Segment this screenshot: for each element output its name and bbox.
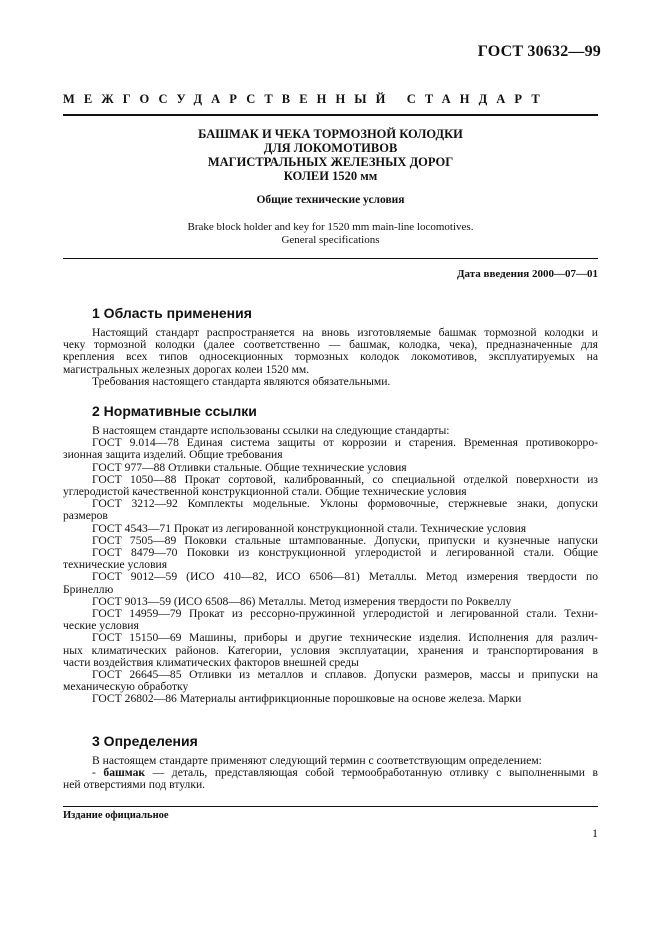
standard-type-banner: МЕЖГОСУДАРСТВЕННЫЙ СТАНДАРТ bbox=[63, 92, 549, 106]
text-line: ГОСТ 26645—85 Отливки из металлов и сплавов. Допуски размеров, массы и припуски на bbox=[92, 668, 598, 682]
document-subtitle: Общие технические условия bbox=[256, 194, 405, 206]
section-heading-scope: 1 Область применения bbox=[92, 305, 252, 321]
page-number: 1 bbox=[592, 826, 598, 840]
definition-line: - башмак — деталь, представляющая собой термообработанную отливку с выполненными в bbox=[92, 766, 598, 780]
text-line: Настоящий стандарт распространяется на вновь изготовляемые башмак тормозной колодки и bbox=[92, 326, 598, 339]
text-line: ГОСТ 26802—86 Материалы антифрикционные порошковые на основе железа. Марки bbox=[92, 692, 522, 706]
text-line: ГОСТ 1050—88 Прокат сортовой, калиброванный, со специальной отделкой поверхности из bbox=[92, 472, 598, 486]
text-line: ГОСТ 9013—59 (ИСО 6508—86) Металлы. Метод измерения твердости по Роквеллу bbox=[92, 594, 512, 608]
text-line: ГОСТ 7505—89 Поковки стальные штампованные. Допуски, припуски и кузнечные напуски bbox=[92, 533, 598, 547]
text-line: Требования настоящего стандарта являются обязательными. bbox=[92, 374, 391, 388]
document-title bbox=[63, 127, 598, 183]
text-line: ГОСТ 9.014—78 Единая система защиты от коррозии и старения. Временная противокорро- bbox=[92, 436, 598, 450]
text-line: Бринеллю bbox=[63, 582, 114, 596]
text-line: технические условия bbox=[63, 558, 168, 572]
text-line: ГОСТ 9012—59 (ИСО 410—82, ИСО 6506—81) Металлы. Метод измерения твердости по bbox=[92, 570, 598, 584]
edition-label: Издание официальное bbox=[63, 810, 169, 821]
section-heading-definitions: 3 Определения bbox=[92, 733, 198, 749]
text-line: ческие условия bbox=[63, 619, 139, 633]
text-line: ГОСТ 3212—92 Комплекты модельные. Уклоны формовочные, стержневые знаки, допуски bbox=[92, 497, 598, 511]
footer-divider bbox=[63, 806, 598, 807]
text-line: магистральных железных дорогах колеи 1520 мм. bbox=[63, 362, 310, 376]
header-divider bbox=[63, 114, 598, 116]
text-line: размеров bbox=[63, 509, 108, 523]
defined-term: башмак bbox=[103, 766, 146, 780]
title-line: КОЛЕИ 1520 мм bbox=[283, 169, 378, 183]
text-line: ГОСТ 15150—69 Машины, приборы и другие технические изделия. Исполнения для различ- bbox=[92, 631, 598, 645]
text-line: ГОСТ 14959—79 Прокат из рессорно-пружинной углеродистой и легированной стали. Техни- bbox=[92, 607, 598, 621]
text-line: зионная защита изделий. Общие требования bbox=[63, 448, 283, 462]
text-line: ГОСТ 977—88 Отливки стальные. Общие технические условия bbox=[92, 460, 407, 474]
text-line: ГОСТ 8479—70 Поковки из конструкционной углеродистой и легированной стали. Общие bbox=[92, 546, 598, 560]
english-title-line: Brake block holder and key for 1520 mm main-line locomotives. bbox=[187, 221, 474, 233]
english-title bbox=[63, 221, 598, 246]
title-line: БАШМАК И ЧЕКА ТОРМОЗНОЙ КОЛОДКИ bbox=[198, 127, 463, 141]
section-body-scope bbox=[63, 327, 598, 388]
introduction-date: Дата введения 2000—07—01 bbox=[456, 268, 598, 280]
english-title-line: General specifications bbox=[281, 233, 380, 246]
text-line: чеку тормозной колодки (далее соответственно — башмак, колодка, чека), предназначенные для bbox=[63, 338, 598, 352]
text-line: части воздействия климатических факторов внешней среды bbox=[63, 655, 359, 669]
document-number: ГОСТ 30632—99 bbox=[477, 43, 601, 60]
text-line: ГОСТ 4543—71 Прокат из легированной конструкционной стали. Технические условия bbox=[92, 521, 527, 535]
title-divider bbox=[63, 258, 598, 259]
text-line: ней отверстиями под втулки. bbox=[63, 778, 206, 792]
title-line: ДЛЯ ЛОКОМОТИВОВ bbox=[263, 141, 398, 155]
title-line: МАГИСТРАЛЬНЫХ ЖЕЛЕЗНЫХ ДОРОГ bbox=[207, 155, 454, 169]
text-line: углеродистой качественной конструкционной стали. Общие технические условия bbox=[63, 485, 467, 499]
text-line: крепления всех типов односекционных тормозных колодок локомотивов, эксплуатируемых на bbox=[63, 350, 598, 364]
text-line: В настоящем стандарте применяют следующий термин с соответствующим определением: bbox=[92, 754, 542, 767]
text-line: В настоящем стандарте использованы ссылки на следующие стандарты: bbox=[92, 424, 450, 437]
text-line: ных климатических районов. Категории, условия эксплуатации, хранения и транспортирования в bbox=[63, 643, 598, 657]
section-body-references bbox=[63, 425, 598, 706]
text-line: механическую обработку bbox=[63, 680, 189, 694]
section-body-definitions bbox=[63, 755, 598, 792]
section-heading-references: 2 Нормативные ссылки bbox=[92, 403, 257, 419]
